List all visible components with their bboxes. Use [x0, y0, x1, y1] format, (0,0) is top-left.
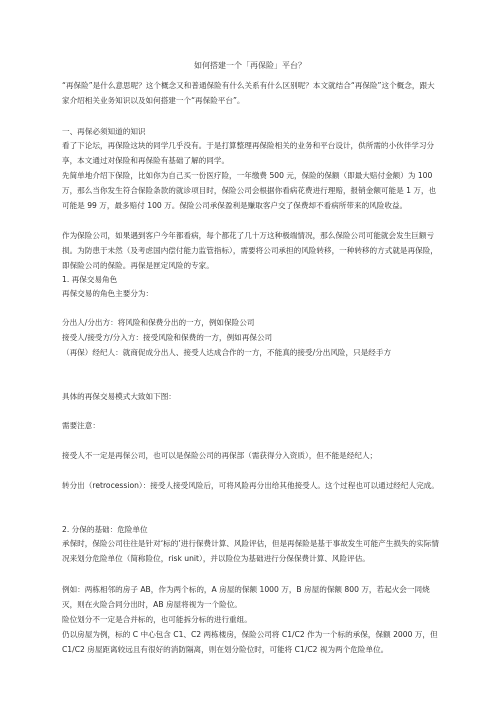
paragraph: 先简单地介绍下保险，比如你为自己买一份医疗险，一年缴费 500 元，保险的保额（即最大赔付金额）为 100 万，那么当你发生符合保险条款的就诊项目时，保险公司会根据你看病花费进行理赔，报销金额可能是 1 万，也可能是 99 万，最多赔付 100 万。保险公司承保盈利是赚取客户交了保费却不看病所带来的风险收益。	[62, 171, 437, 210]
list-item: 分出人/分出方：将风险和保费分出的一方，例如保险公司	[62, 318, 255, 327]
paragraph: 再保交易的角色主要分为：	[62, 289, 154, 298]
document-title: 如何搭建一个「再保险」平台？	[194, 61, 306, 70]
subsection-heading: 1. 再保交易角色	[62, 275, 118, 284]
list-item: 接受人不一定是再保公司，也可以是保险公司的再保部（需获得分入资质），但不能是经纪人；	[62, 451, 378, 460]
paragraph: 仍以房屋为例，标的 C 中心包含 C1、C2 两栋楼房，保险公司将 C1/C2 作为一个标的承保，保额 2000 万，但 C1/C2 房屋距离较远且有很好的消防隔离，则在划分险位时，可能将 C1/C2 视为两个危险单位。	[62, 630, 438, 654]
paragraph: 作为保险公司，如果遇到客户今年都看病，每个都花了几十万这种极端情况，那么保险公司可能就会发生巨额亏损。为防患于未然（及考虑国内偿付能力监管指标），需要将公司承担的风险转移，一种转移的方式就是再保险，即保险公司的保险。再保是匣定风险的专家。	[62, 231, 438, 270]
list-item: 转分出（retrocession）：接受人接受风险后，可将风险再分出给其他接受人。这个过程也可以通过经纪人完成。	[62, 481, 439, 490]
paragraph: 险位划分不一定是合并标的，也可能拆分标的进行重组。	[62, 615, 252, 624]
intro-paragraph: “再保险”是什么意思呢？这个概念又和普通保险有什么关系有什么区别呢？本文就结合“再保险”这个概念，跟大家介绍相关业务知识以及如何搭建一个“再保险平台”。	[62, 81, 435, 105]
subsection-heading: 2. 分保的基础：危险单位	[62, 525, 148, 534]
paragraph: 具体的再保交易模式大致如下图：	[62, 392, 176, 401]
list-item: （再保）经纪人：就商促成分出人、接受人达成合作的一方，不能真的接受/分出风险，只是经手方	[62, 348, 392, 357]
notice-heading: 需要注意：	[62, 421, 100, 430]
paragraph: 例如：两栋相邻的房子 AB，作为两个标的，A 房屋的保额 1000 万，B 房屋的保额 800 万，若起火会一同烧灭，则在火险合同分出时，AB 房屋将视为一个险位。	[62, 585, 430, 609]
paragraph: 看了下论坛，再保险这块的同学几乎没有。于是打算整理再保险相关的业务和平台设计，供所需的小伙伴学习分享，本文通过对保险和再保险有基础了解的同学。	[62, 141, 435, 165]
paragraph: 承保时，保险公司往往是针对‘标的’进行保费计算、风险评估，但是再保险是基于事故发生可能产生损失的实际情况来划分危险单位（简称险位，risk unit），并以险位为基础进行分保保费计算、风险评估。	[62, 539, 439, 563]
list-item: 接受人/接受方/分入方：接受风险和保费的一方，例如再保公司	[62, 333, 273, 342]
section-heading: 一、再保必须知道的知识	[62, 127, 146, 136]
